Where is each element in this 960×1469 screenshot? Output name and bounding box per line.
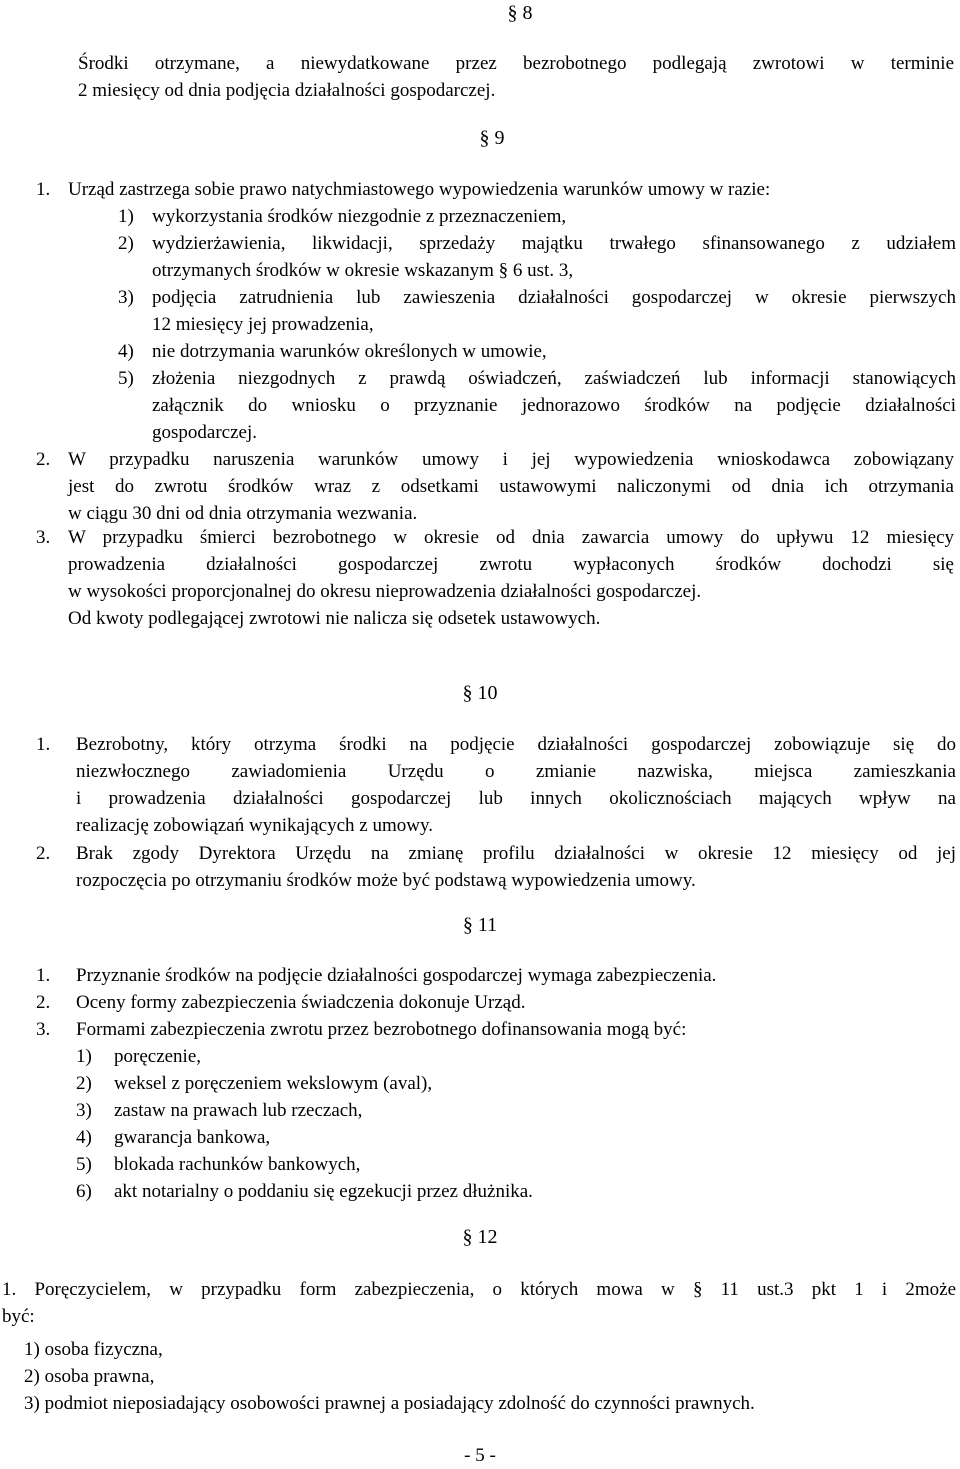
list-item-number: 5) — [76, 1154, 92, 1175]
list-item-text: gwarancja bankowa, — [114, 1127, 271, 1148]
page-number: - 5 - — [464, 1445, 496, 1466]
paragraph-line: prowadzenia działalności gospodarczej zwrotu wypłaconych środków dochodzi się — [68, 554, 954, 575]
list-item-text: złożenia niezgodnych z prawdą oświadczeń, zaświadczeń lub informacji stanowiących — [152, 368, 956, 389]
paragraph-number: 3. — [36, 527, 51, 548]
paragraph-line: W przypadku śmierci bezrobotnego w okresie od dnia zawarcia umowy do upływu 12 miesięcy — [68, 527, 954, 548]
section-8-text — [78, 50, 958, 104]
paragraph-line: Oceny formy zabezpieczenia świadczenia dokonuje Urząd. — [76, 992, 526, 1013]
list-item-number: 2) — [76, 1073, 92, 1094]
section-heading-10: § 10 — [462, 682, 498, 704]
list-item: 1) osoba fizyczna, — [24, 1339, 163, 1360]
section-heading-8: § 8 — [507, 2, 533, 24]
list-item-number: 3) — [76, 1100, 92, 1121]
list-item — [152, 230, 958, 284]
paragraph-number: 2. — [36, 843, 51, 864]
list-item — [152, 338, 958, 365]
paragraph-number: 1. — [36, 965, 51, 986]
section-9-paragraph-3 — [68, 524, 958, 632]
paragraph-line: niezwłocznego zawiadomienia Urzędu o zmianie nazwiska, miejsca zamieszkania — [76, 761, 956, 782]
paragraph-number: 1. — [36, 734, 51, 755]
list-item-text: 12 miesięcy jej prowadzenia, — [152, 314, 374, 335]
list-item: 2) osoba prawna, — [24, 1366, 155, 1387]
list-item-number: 6) — [76, 1181, 92, 1202]
list-item-text: wydzierżawienia, likwidacji, sprzedaży majątku trwałego sfinansowanego z udziałem — [152, 233, 956, 254]
paragraph-line: Brak zgody Dyrektora Urzędu na zmianę profilu działalności w okresie 12 miesięcy od jej — [76, 843, 956, 864]
paragraph-line: w wysokości proporcjonalnej do okresu nieprowadzenia działalności gospodarczej. — [68, 581, 702, 602]
paragraph-line: Środki otrzymane, a niewydatkowane przez bezrobotnego podlegają zwrotowi w terminie — [78, 53, 954, 74]
list-item-number: 5) — [118, 368, 134, 389]
list-item-text: wykorzystania środków niezgodnie z przeznaczeniem, — [152, 206, 567, 227]
list-item — [152, 284, 958, 338]
section-12-list — [24, 1336, 954, 1417]
paragraph-number: 3. — [36, 1019, 51, 1040]
paragraph-lead: Urząd zastrzega sobie prawo natychmiastowego wypowiedzenia warunków umowy w razie: — [68, 179, 771, 200]
list-item-text: zastaw na prawach lub rzeczach, — [114, 1100, 363, 1121]
paragraph-line: Formami zabezpieczenia zwrotu przez bezrobotnego dofinansowania mogą być: — [76, 1019, 687, 1040]
paragraph-number: 2. — [36, 449, 51, 470]
list-item: 3) podmiot nieposiadający osobowości prawnej a posiadający zdolność do czynności prawnych. — [24, 1393, 755, 1414]
paragraph-line: Od kwoty podlegającej zwrotowi nie nalicza się odsetek ustawowych. — [68, 608, 601, 629]
paragraph-line: W przypadku naruszenia warunków umowy i jej wypowiedzenia wnioskodawca zobowiązany — [68, 449, 954, 470]
list-item-number: 4) — [76, 1127, 92, 1148]
paragraph-line: realizację zobowiązań wynikających z umowy. — [76, 815, 433, 836]
section-heading-9: § 9 — [479, 127, 505, 149]
section-10-paragraph-1 — [76, 731, 958, 839]
paragraph-line: być: — [2, 1306, 35, 1327]
list-item-text: weksel z poręczeniem wekslowym (aval), — [114, 1073, 433, 1094]
section-9-paragraph-2 — [68, 446, 958, 527]
list-item-text: poręczenie, — [114, 1046, 202, 1067]
paragraph-number: 1. — [36, 179, 51, 200]
list-item-number: 3) — [118, 287, 134, 308]
list-item-text: blokada rachunków bankowych, — [114, 1154, 361, 1175]
list-item-number: 1) — [76, 1046, 92, 1067]
list-item-number: 1) — [118, 206, 134, 227]
paragraph-line: rozpoczęcia po otrzymaniu środków może być podstawą wypowiedzenia umowy. — [76, 870, 696, 891]
section-heading-12: § 12 — [462, 1226, 498, 1248]
section-heading-11: § 11 — [462, 914, 498, 936]
list-item-text: akt notarialny o poddaniu się egzekucji przez dłużnika. — [114, 1181, 533, 1202]
list-item-text: załącznik do wniosku o przyznanie jednorazowo środków na podjęcie działalności — [152, 395, 956, 416]
list-item — [152, 365, 958, 446]
list-item-text: gospodarczej. — [152, 422, 257, 443]
section-10-paragraph-2 — [76, 840, 958, 894]
paragraph-number: 2. — [36, 992, 51, 1013]
section-9-paragraph-1 — [68, 176, 958, 203]
paragraph-line: Bezrobotny, który otrzyma środki na podjęcie działalności gospodarczej zobowiązuje się do — [76, 734, 956, 755]
list-item-number: 4) — [118, 341, 134, 362]
list-item-text: podjęcia zatrudnienia lub zawieszenia działalności gospodarczej w okresie pierwszych — [152, 287, 956, 308]
section-12-paragraph-1 — [2, 1276, 956, 1330]
paragraph-line: i prowadzenia działalności gospodarczej lub innych okolicznościach mających wpływ na — [76, 788, 956, 809]
paragraph-line: jest do zwrotu środków wraz z odsetkami ustawowymi naliczonymi od dnia ich otrzymania — [68, 476, 954, 497]
paragraph-line: 2 miesięcy od dnia podjęcia działalności gospodarczej. — [78, 80, 496, 101]
paragraph-line: Przyznanie środków na podjęcie działalności gospodarczej wymaga zabezpieczenia. — [76, 965, 717, 986]
list-item-text: otrzymanych środków w okresie wskazanym § 6 ust. 3, — [152, 260, 574, 281]
paragraph-line: 1. Poręczycielem, w przypadku form zabezpieczenia, o których mowa w § 11 ust.3 pkt 1 i 2może — [2, 1279, 956, 1300]
paragraph-line: w ciągu 30 dni od dnia otrzymania wezwania. — [68, 503, 418, 524]
list-item-number: 2) — [118, 233, 134, 254]
list-item-text: nie dotrzymania warunków określonych w umowie, — [152, 341, 547, 362]
list-item — [152, 203, 958, 230]
